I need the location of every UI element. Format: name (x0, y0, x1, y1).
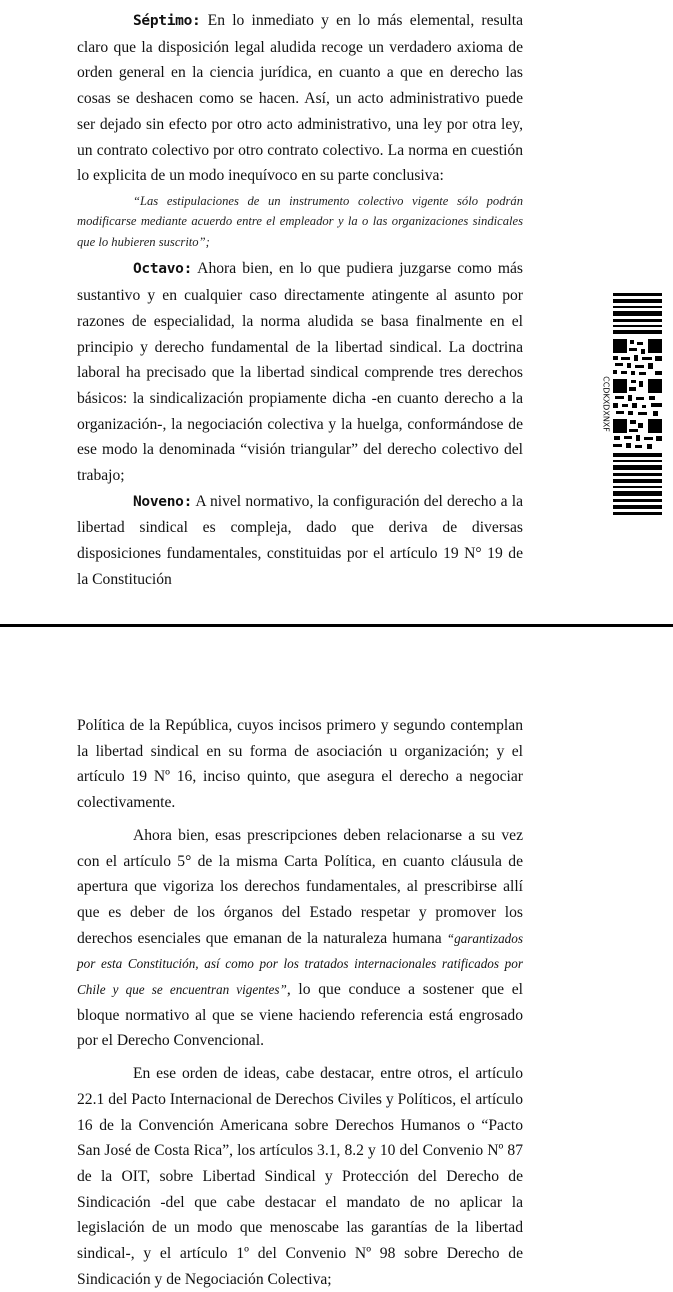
heading-septimo: Séptimo: (133, 13, 201, 29)
verification-code-label (601, 293, 611, 515)
page-bottom-text (77, 713, 523, 1292)
paragraph-octavo (77, 256, 523, 488)
paragraph-derecho-convencional: En ese orden de ideas, cabe destacar, entre otros, el artículo 22.1 del Pacto Internacional de Derechos Civiles y Políticos, el artículo 16 de la Convención Americana sobre Derechos Humanos o “Pacto San José de Costa Rica”, los artículos 3.1, 8.2 y 10 del Convenio Nº 87 de la OIT, sobre Libertad Sindical y Protección del Derecho de Sindicación -del que cabe destacar el mandato de no aplicar la legislación de un modo que menoscabe las garantías de la libertad sindical-, y el artículo 1º del Convenio Nº 98 sobre Derecho de Sindicación y de Negociación Colectiva; (77, 1065, 523, 1288)
page-top-text (77, 8, 523, 593)
text-articulo-5-end: , lo que conduce a sostener que el bloque normativo al que se viene haciendo referencia está engrosado por el Derecho Convencional. (77, 981, 523, 1050)
paragraph-continuation: Política de la República, cuyos incisos primero y segundo contemplan la libertad sindical en su forma de asociación u organización; y el artículo 19 Nº 16, inciso quinto, que asegura el derecho a negociar colectivamente. (77, 717, 523, 812)
heading-octavo: Octavo: (133, 261, 193, 278)
text-septimo: En lo inmediato y en lo más elemental, resulta claro que la disposición legal aludida recoge un verdadero axioma de orden general en la ciencia jurídica, en cuanto a que en derecho las cosas se deshacen como se hacen. Así, un acto administrativo puede ser dejado sin efecto por otro acto administrativo, una ley por otra ley, un contrato colectivo por otro contrato colectivo. La norma en cuestión lo explicita de un modo inequívoco en su parte conclusiva: (77, 12, 523, 185)
quote-estipulaciones: “Las estipulaciones de un instrumento colectivo vigente sólo podrán modificarse mediante acuerdo entre el empleador y la o las organizaciones sindicales que lo hubieren suscrito”; (77, 193, 523, 249)
text-octavo: Ahora bien, en lo que pudiera juzgarse como más sustantivo y en cualquier caso directamente atingente al asunto por razones de especialidad, la norma aludida se basa finalmente en el principio y derecho fundamental de la libertad sindical. La doctrina laboral ha precisado que la libertad sindical comprende tres derechos básicos: la sindicalización propiamente dicha -en cuanto derecho a la organización-, la negociación colectiva y la huelga, conformándose de ese modo la denominada “visión triangular” del derecho colectivo del trabajo; (77, 260, 523, 485)
heading-noveno: Noveno: (133, 493, 193, 510)
quote-garantizados: “garantizados por esta Constitución, así como por los tratados internacionales ratificados por Chile y que se encuentran vigentes” (77, 930, 523, 998)
paragraph-septimo (77, 8, 523, 189)
text-articulo-5-start: Ahora bien, esas prescripciones deben relacionarse a su vez con el artículo 5° de la misma Carta Política, en cuanto cláusula de apertura que vigoriza los derechos fundamentales, al prescribirse allí que es deber de los órganos del Estado respetar y promover los derechos esenciales que emanan de la naturaleza humana (77, 826, 523, 947)
page-divider (0, 624, 673, 627)
paragraph-noveno (77, 489, 523, 593)
verification-code: CCDKXDXNXF (601, 376, 611, 432)
text-noveno: A nivel normativo, la configuración del derecho a la libertad sindical es compleja, dado que deriva de diversas disposiciones fundamentales, constituidas por el artículo 19 N° 19 de la Constitución (77, 492, 523, 588)
paragraph-articulo-5 (77, 823, 523, 1054)
